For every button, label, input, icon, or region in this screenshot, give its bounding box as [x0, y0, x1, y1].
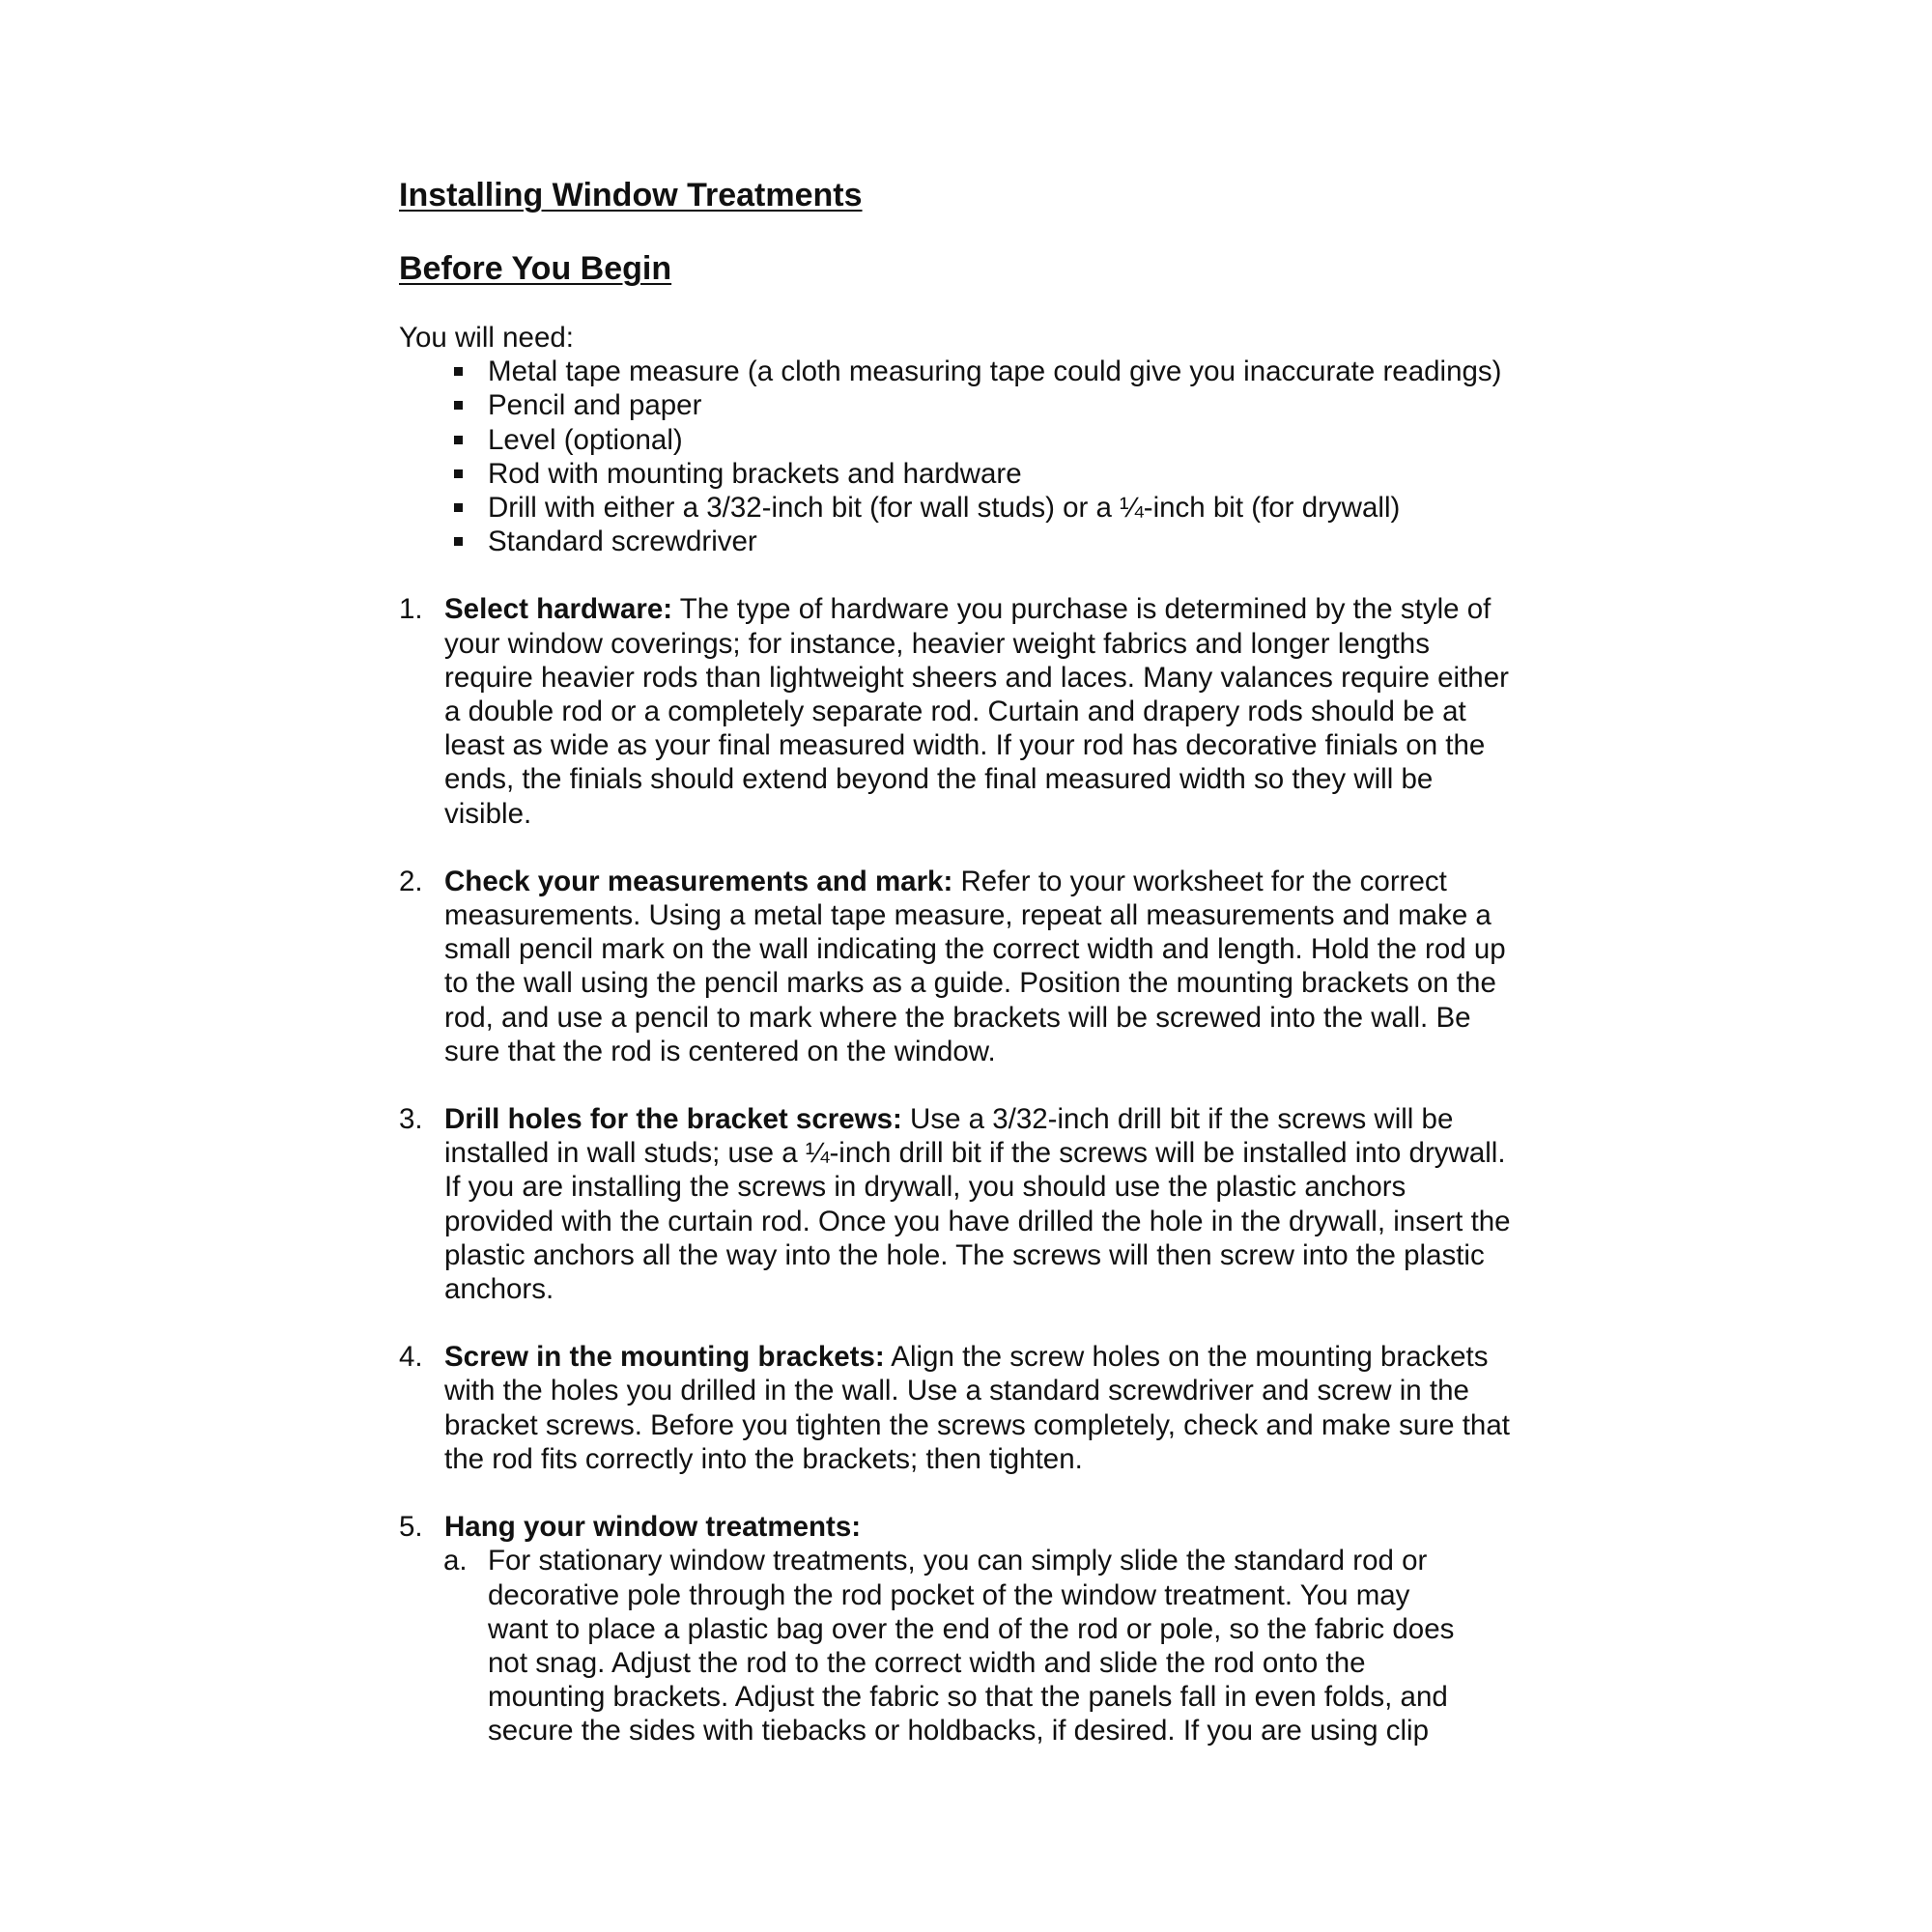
step-body-text: installed in wall studs; use a ¼-inch drill bit if the screws will be installed into drywall. — [444, 1137, 1506, 1170]
step-text-line — [444, 1136, 1558, 1170]
supply-item — [399, 355, 1558, 388]
step-title: Screw in the mounting brackets: — [444, 1341, 885, 1374]
step-text-line — [444, 1035, 1558, 1068]
step-body-text: anchors. — [444, 1273, 554, 1306]
step-text-line — [444, 1001, 1558, 1035]
step-body-text: provided with the curtain rod. Once you have drilled the hole in the drywall, insert the — [444, 1205, 1511, 1237]
square-bullet-icon — [454, 503, 463, 512]
supplies-list — [399, 355, 1558, 558]
step-text-line — [444, 1170, 1558, 1204]
supply-item-text: Rod with mounting brackets and hardware — [488, 457, 1022, 490]
step-body-text: small pencil mark on the wall indicating the correct width and length. Hold the rod up — [444, 933, 1506, 966]
step-number: 5. — [399, 1511, 423, 1544]
step-body-text: rod, and use a pencil to mark where the brackets will be screwed into the wall. Be — [444, 1001, 1471, 1034]
step-text-line — [444, 1408, 1558, 1442]
step-title: Select hardware: — [444, 593, 673, 626]
instruction-step — [399, 1340, 1558, 1476]
substep-text-line: not snag. Adjust the rod to the correct width and slide the rod onto the — [488, 1646, 1366, 1679]
instruction-step — [399, 865, 1558, 1068]
step-body-text: The type of hardware you purchase is determined by the style of — [672, 593, 1492, 626]
supply-item — [399, 525, 1558, 558]
supply-item — [399, 388, 1558, 422]
step-title: Hang your window treatments: — [444, 1511, 862, 1544]
step-number: 2. — [399, 865, 423, 897]
supply-item-text: Standard screwdriver — [488, 526, 757, 558]
step-body-text: a double rod or a completely separate rod. Curtain and drapery rods should be at — [444, 696, 1466, 728]
substep-text-line: decorative pole through the rod pocket of the window treatment. You may — [488, 1578, 1410, 1611]
step-number: 4. — [399, 1341, 423, 1374]
section-title-before-you-begin: Before You Begin — [399, 250, 672, 287]
step-text-line — [444, 1102, 1558, 1136]
step-body-text: the rod fits correctly into the brackets; then tighten. — [444, 1442, 1083, 1475]
supply-item — [399, 491, 1558, 525]
step-body-text: bracket screws. Before you tighten the screws completely, check and make sure that — [444, 1408, 1510, 1441]
square-bullet-icon — [454, 469, 463, 478]
document-page — [399, 176, 1558, 1782]
substep-text-line: For stationary window treatments, you can simply slide the standard rod or — [488, 1545, 1428, 1577]
step-title: Drill holes for the bracket screws: — [444, 1103, 902, 1136]
step-text-line — [444, 932, 1558, 966]
instruction-step — [399, 1510, 1558, 1747]
step-body-text: your window coverings; for instance, heavier weight fabrics and longer lengths — [444, 627, 1430, 660]
step-text-line — [444, 898, 1558, 932]
steps-list — [399, 592, 1558, 1747]
square-bullet-icon — [454, 436, 463, 444]
step-body-text: require heavier rods than lightweight sheers and laces. Many valances require either — [444, 661, 1509, 694]
instruction-step — [399, 1102, 1558, 1306]
supply-item-text: Level (optional) — [488, 423, 683, 456]
supply-item — [399, 457, 1558, 491]
step-title: Check your measurements and mark: — [444, 865, 953, 897]
step-text-line — [444, 1238, 1558, 1272]
step-text-line — [444, 1510, 1558, 1544]
instruction-step — [399, 592, 1558, 830]
substep-item — [399, 1544, 1558, 1747]
step-body-text: Refer to your worksheet for the correct — [952, 865, 1447, 897]
square-bullet-icon — [454, 367, 463, 376]
step-text-line — [444, 797, 1558, 831]
step-text-line — [444, 695, 1558, 728]
step-body-text: measurements. Using a metal tape measure, repeat all measurements and make a — [444, 899, 1492, 932]
step-body-text: sure that the rod is centered on the window. — [444, 1035, 996, 1067]
supplies-intro: You will need: — [399, 322, 574, 354]
step-body-text: If you are installing the screws in drywall, you should use the plastic anchors — [444, 1171, 1406, 1204]
step-body-text: ends, the finials should extend beyond the final measured width so they will be — [444, 763, 1434, 796]
step-text-line — [444, 1442, 1558, 1476]
step-text-line — [444, 1272, 1558, 1306]
step-body-text: with the holes you drilled in the wall. Use a standard screwdriver and screw in the — [444, 1375, 1469, 1407]
step-text-line — [444, 966, 1558, 1000]
step-body-text: Align the screw holes on the mounting brackets — [884, 1341, 1489, 1374]
step-text-line — [444, 762, 1558, 796]
substep-letter: a. — [443, 1545, 468, 1577]
step-text-line — [444, 661, 1558, 695]
step-text-line — [444, 728, 1558, 762]
substeps-list — [399, 1544, 1558, 1747]
step-text-line — [444, 865, 1558, 898]
step-body-text: plastic anchors all the way into the hole. The screws will then screw into the plastic — [444, 1238, 1485, 1271]
document-title: Installing Window Treatments — [399, 177, 863, 213]
step-text-line — [444, 1205, 1558, 1238]
supply-item-text: Pencil and paper — [488, 389, 702, 422]
step-text-line — [444, 592, 1558, 626]
step-text-line — [444, 1374, 1558, 1407]
square-bullet-icon — [454, 401, 463, 410]
substep-text-line: want to place a plastic bag over the end of the rod or pole, so the fabric does — [488, 1612, 1455, 1645]
step-body-text: least as wide as your final measured width. If your rod has decorative finials on the — [444, 729, 1486, 762]
step-body-text: to the wall using the pencil marks as a guide. Position the mounting brackets on the — [444, 967, 1496, 1000]
square-bullet-icon — [454, 537, 463, 546]
substep-text-line: secure the sides with tiebacks or holdbacks, if desired. If you are using clip — [488, 1715, 1429, 1747]
step-number: 3. — [399, 1103, 423, 1136]
step-text-line — [444, 1340, 1558, 1374]
step-body-text: visible. — [444, 797, 532, 830]
supply-item-text: Drill with either a 3/32-inch bit (for wall studs) or a ¼-inch bit (for drywall) — [488, 492, 1401, 525]
step-number: 1. — [399, 593, 423, 626]
substep-text-line: mounting brackets. Adjust the fabric so that the panels fall in even folds, and — [488, 1681, 1448, 1714]
step-text-line — [444, 627, 1558, 661]
step-body-text: Use a 3/32-inch drill bit if the screws will be — [901, 1103, 1454, 1136]
supply-item-text: Metal tape measure (a cloth measuring tape could give you inaccurate readings) — [488, 355, 1502, 388]
supply-item — [399, 423, 1558, 457]
